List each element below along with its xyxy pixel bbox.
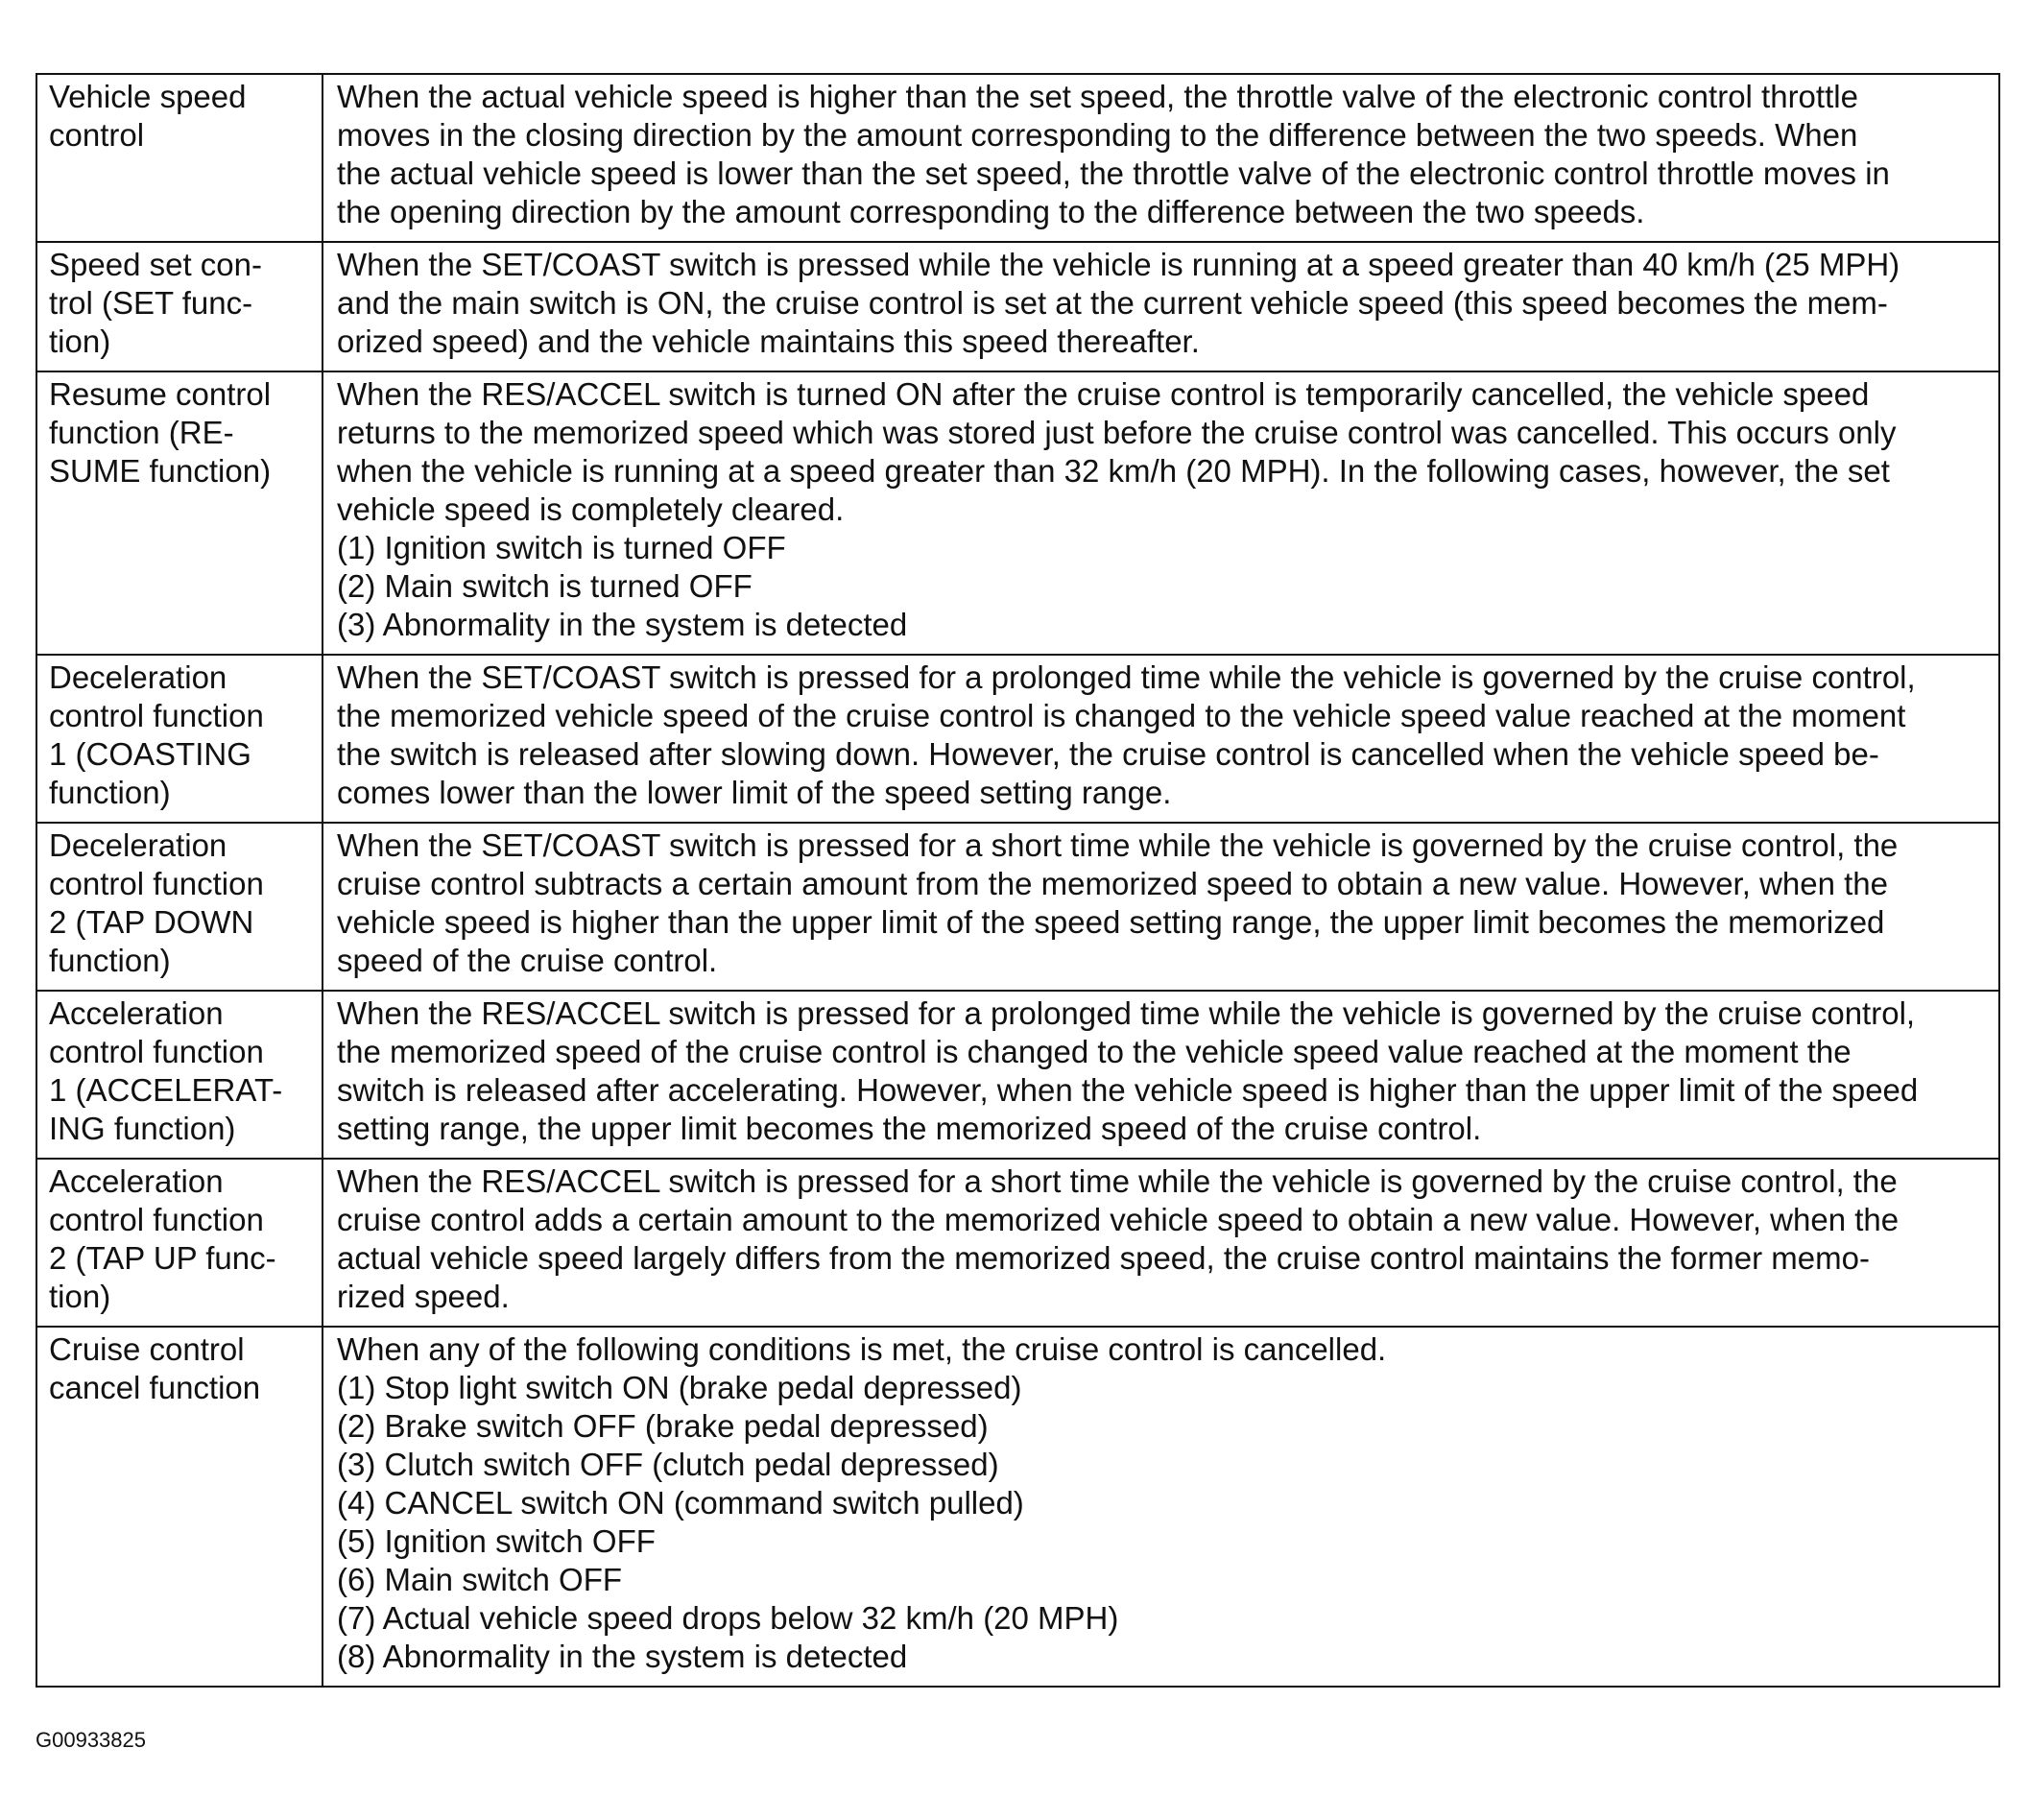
description-line: (7) Actual vehicle speed drops below 32 km/h (20 MPH) — [337, 1600, 1119, 1636]
function-description-cell — [323, 1159, 1999, 1327]
function-name-line: trol (SET func- — [49, 285, 253, 321]
function-name-line: 1 (ACCELERAT- — [49, 1072, 283, 1108]
function-name-cell — [36, 74, 323, 242]
description-line: orized speed) and the vehicle maintains this speed thereafter. — [337, 323, 1200, 359]
function-name-cell — [36, 371, 323, 655]
description-line: the switch is released after slowing down. However, the cruise control is cancelled when the vehicle speed be- — [337, 736, 1879, 772]
function-description-cell — [323, 242, 1999, 371]
description-line: setting range, the upper limit becomes the memorized speed of the cruise control. — [337, 1111, 1482, 1146]
table-row — [36, 823, 1999, 991]
function-name-line: Acceleration — [49, 1163, 224, 1199]
description-line: (2) Brake switch OFF (brake pedal depressed) — [337, 1408, 989, 1444]
description-line: and the main switch is ON, the cruise control is set at the current vehicle speed (this speed becomes the mem- — [337, 285, 1888, 321]
description-line: (6) Main switch OFF — [337, 1562, 623, 1597]
description-line: (2) Main switch is turned OFF — [337, 568, 753, 604]
function-name-line: tion) — [49, 1279, 111, 1314]
description-line: the opening direction by the amount corresponding to the difference between the two speeds. — [337, 194, 1645, 229]
function-description-cell — [323, 74, 1999, 242]
table-row — [36, 242, 1999, 371]
function-name-line: control — [49, 117, 145, 153]
function-name-line: 1 (COASTING — [49, 736, 251, 772]
function-name-line: Cruise control — [49, 1331, 245, 1367]
cruise-control-function-table — [36, 73, 2000, 1688]
table-row — [36, 655, 1999, 823]
description-line: When any of the following conditions is met, the cruise control is cancelled. — [337, 1331, 1387, 1367]
function-name-line: SUME function) — [49, 453, 272, 489]
description-line: when the vehicle is running at a speed greater than 32 km/h (20 MPH). In the following cases, however, the set — [337, 453, 1890, 489]
description-line: actual vehicle speed largely differs from the memorized speed, the cruise control maintains the former memo- — [337, 1240, 1870, 1276]
function-name-line: control function — [49, 1202, 264, 1237]
function-name-line: 2 (TAP DOWN — [49, 904, 254, 940]
description-line: the memorized speed of the cruise control is changed to the vehicle speed value reached at the moment the — [337, 1034, 1852, 1069]
description-line: When the RES/ACCEL switch is turned ON after the cruise control is temporarily cancelled, the vehicle speed — [337, 376, 1870, 412]
function-name-line: Resume control — [49, 376, 272, 412]
function-name-line: Vehicle speed — [49, 79, 247, 114]
function-name-line: control function — [49, 866, 264, 901]
description-line: rized speed. — [337, 1279, 510, 1314]
function-name-line: tion) — [49, 323, 111, 359]
function-name-cell — [36, 1327, 323, 1687]
function-name-line: Acceleration — [49, 995, 224, 1031]
description-line: When the SET/COAST switch is pressed while the vehicle is running at a speed greater than 40 km/h (25 MPH) — [337, 247, 1900, 282]
description-line: (8) Abnormality in the system is detected — [337, 1639, 908, 1674]
function-name-line: ING function) — [49, 1111, 236, 1146]
function-name-line: Deceleration — [49, 659, 227, 695]
function-name-line: control function — [49, 1034, 264, 1069]
function-description-cell — [323, 991, 1999, 1159]
function-name-cell — [36, 823, 323, 991]
function-name-line: control function — [49, 698, 264, 733]
description-line: cruise control adds a certain amount to the memorized vehicle speed to obtain a new value. However, when the — [337, 1202, 1900, 1237]
table-row — [36, 371, 1999, 655]
function-description-cell — [323, 655, 1999, 823]
function-name-line: cancel function — [49, 1370, 261, 1405]
function-name-line: Deceleration — [49, 827, 227, 863]
function-name-line: function (RE- — [49, 415, 234, 450]
table-row — [36, 991, 1999, 1159]
description-line: vehicle speed is completely cleared. — [337, 491, 845, 527]
description-line: comes lower than the lower limit of the speed setting range. — [337, 775, 1172, 810]
table-body — [36, 74, 1999, 1687]
description-line: returns to the memorized speed which was stored just before the cruise control was cancelled. This occurs only — [337, 415, 1897, 450]
function-name-cell — [36, 1159, 323, 1327]
description-line: When the RES/ACCEL switch is pressed for a short time while the vehicle is governed by the cruise control, the — [337, 1163, 1898, 1199]
description-line: When the actual vehicle speed is higher than the set speed, the throttle valve of the electronic control throttle — [337, 79, 1858, 114]
description-line: (1) Stop light switch ON (brake pedal depressed) — [337, 1370, 1022, 1405]
description-line: When the RES/ACCEL switch is pressed for a prolonged time while the vehicle is governed by the cruise control, — [337, 995, 1916, 1031]
function-name-line: 2 (TAP UP func- — [49, 1240, 276, 1276]
description-line: vehicle speed is higher than the upper limit of the speed setting range, the upper limit becomes the memorized — [337, 904, 1885, 940]
figure-id: G00933825 — [36, 1728, 146, 1752]
function-description-cell — [323, 823, 1999, 991]
function-name-line: function) — [49, 943, 171, 978]
table-row — [36, 1327, 1999, 1687]
function-name-cell — [36, 991, 323, 1159]
description-line: (1) Ignition switch is turned OFF — [337, 530, 786, 565]
function-name-line: Speed set con- — [49, 247, 262, 282]
description-line: cruise control subtracts a certain amount from the memorized speed to obtain a new value. However, when the — [337, 866, 1889, 901]
table-row — [36, 74, 1999, 242]
description-line: (4) CANCEL switch ON (command switch pulled) — [337, 1485, 1024, 1521]
description-line: (5) Ignition switch OFF — [337, 1523, 656, 1559]
function-name-line: function) — [49, 775, 171, 810]
description-line: the memorized vehicle speed of the cruise control is changed to the vehicle speed value reached at the moment — [337, 698, 1906, 733]
table-row — [36, 1159, 1999, 1327]
function-description-cell — [323, 371, 1999, 655]
description-line: switch is released after accelerating. However, when the vehicle speed is higher than the upper limit of the speed — [337, 1072, 1919, 1108]
description-line: When the SET/COAST switch is pressed for a short time while the vehicle is governed by the cruise control, the — [337, 827, 1899, 863]
description-line: (3) Abnormality in the system is detected — [337, 607, 908, 642]
description-line: When the SET/COAST switch is pressed for a prolonged time while the vehicle is governed by the cruise control, — [337, 659, 1916, 695]
description-line: speed of the cruise control. — [337, 943, 718, 978]
function-description-cell — [323, 1327, 1999, 1687]
description-line: the actual vehicle speed is lower than the set speed, the throttle valve of the electronic control throttle moves in — [337, 156, 1890, 191]
description-line: (3) Clutch switch OFF (clutch pedal depressed) — [337, 1447, 999, 1482]
function-name-cell — [36, 655, 323, 823]
description-line: moves in the closing direction by the amount corresponding to the difference between the two speeds. When — [337, 117, 1858, 153]
function-name-cell — [36, 242, 323, 371]
